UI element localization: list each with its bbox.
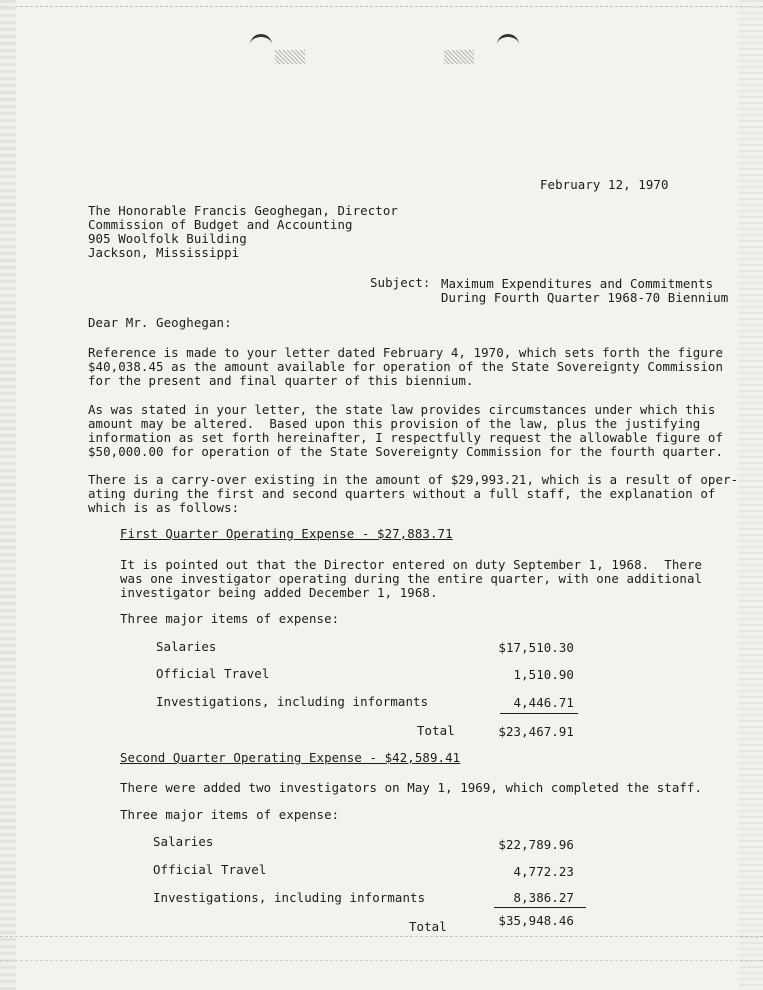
bottom-scan-edge [0,936,763,938]
salutation: Dear Mr. Geoghegan: [88,315,232,330]
top-scan-edge [0,0,763,7]
paragraph-3-line-2: ating during the first and second quarters without a full staff, the explanation of [88,486,716,501]
first-quarter-text-line-1: It is pointed out that the Director entered on duty September 1, 1968. There [120,557,703,572]
scan-smudge-left [275,50,305,64]
first-quarter-item-amount: 1,510.90 [513,667,574,682]
paragraph-1-line-3: for the present and final quarter of this biennium. [88,373,474,388]
paragraph-2-line-2: amount may be altered. Based upon this provision of the law, plus the justifying [88,416,701,431]
letter-date: February 12, 1970 [540,177,669,192]
second-quarter-intro: Three major items of expense: [120,807,340,822]
paragraph-1-line-2: $40,038.45 as the amount available for operation of the State Sovereignty Commission [88,359,724,374]
subject-label: Subject: [370,275,431,290]
second-quarter-item-label: Official Travel [153,862,267,877]
recipient-line-3: 905 Woolfolk Building [88,231,247,246]
first-quarter-text-line-2: was one investigator operating during the entire quarter, with one additional [120,571,703,586]
first-quarter-total-rule [500,713,578,714]
recipient-line-4: Jackson, Mississippi [88,245,240,260]
subject-line-1: Maximum Expenditures and Commitments [441,276,714,291]
paragraph-3-line-3: which is as follows: [88,500,240,515]
first-quarter-heading: First Quarter Operating Expense - $27,883.71 [120,526,453,541]
subject-line-2: During Fourth Quarter 1968-70 Biennium [441,290,729,305]
scan-mark-left [250,34,272,55]
first-quarter-intro: Three major items of expense: [120,611,340,626]
recipient-line-1: The Honorable Francis Geoghegan, Director [88,203,398,218]
recipient-line-2: Commission of Budget and Accounting [88,217,353,232]
paragraph-2-line-4: $50,000.00 for operation of the State Sovereignty Commission for the fourth quarter. [88,444,724,459]
bottom-scan-edge-2 [0,960,763,962]
second-quarter-heading: Second Quarter Operating Expense - $42,589.41 [120,750,461,765]
scan-smudge-right [444,50,474,64]
first-quarter-item-label: Salaries [156,639,217,654]
second-quarter-total: $35,948.46 [498,913,574,928]
paragraph-3-line-1: There is a carry-over existing in the amount of $29,993.21, which is a result of oper- [88,472,739,487]
paragraph-2-line-3: information as set forth hereinafter, I respectfully request the allowable figure of [88,430,724,445]
paragraph-2-line-1: As was stated in your letter, the state law provides circumstances under which this [88,402,716,417]
second-quarter-text: There were added two investigators on May 1, 1969, which completed the staff. [120,780,703,795]
second-quarter-item-label: Investigations, including informants [153,890,426,905]
first-quarter-total-label: Total [417,723,455,738]
second-quarter-item-amount: $22,789.96 [498,837,574,852]
second-quarter-total-label: Total [409,919,447,934]
second-quarter-item-label: Salaries [153,834,214,849]
second-quarter-total-rule [494,907,586,908]
first-quarter-item-label: Official Travel [156,666,270,681]
first-quarter-item-label: Investigations, including informants [156,694,429,709]
paragraph-1-line-1: Reference is made to your letter dated February 4, 1970, which sets forth the figure [88,345,724,360]
second-quarter-item-amount: 4,772.23 [513,864,574,879]
left-scan-edge [0,0,16,990]
second-quarter-item-amount: 8,386.27 [513,890,574,905]
first-quarter-total: $23,467.91 [498,724,574,739]
right-scan-edge [739,0,763,990]
first-quarter-item-amount: 4,446.71 [513,695,574,710]
scan-mark-right [497,34,519,55]
first-quarter-text-line-3: investigator being added December 1, 1968. [120,585,438,600]
first-quarter-item-amount: $17,510.30 [498,640,574,655]
